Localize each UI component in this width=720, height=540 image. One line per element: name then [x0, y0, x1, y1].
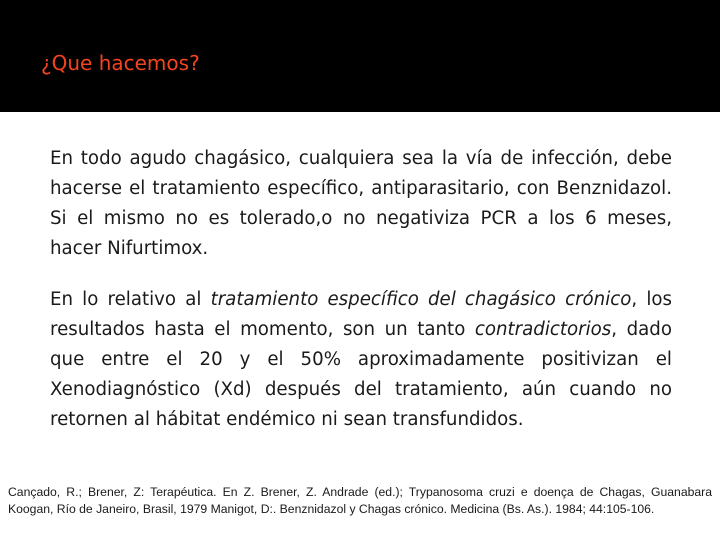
paragraph-text: En lo relativo al: [50, 289, 211, 310]
emphasis-chronic-treatment: tratamiento específico del chagásico crónico: [210, 289, 632, 310]
slide-body: [50, 144, 672, 435]
title-bar: [0, 0, 720, 112]
paragraph-text: , dado que entre el 20 y el 50% aproximadamente positivizan el Xenodiagnóstico (Xd) después del tratamiento, aún cuando no retornen al hábitat endémico ni sean transfundidos.: [50, 319, 672, 430]
paragraph-acute-treatment: En todo agudo chagásico, cualquiera sea la vía de infección, debe hacerse el tratamiento específico, antiparasitario, con Benznidazol. Si el mismo no es tolerado,o no negativiza PCR a los 6 meses, hacer Nifurtimox.: [50, 148, 672, 259]
emphasis-contradictory: contradictorios: [474, 319, 612, 340]
slide-title: ¿Que hacemos?: [41, 51, 200, 75]
paragraph-text: , los resultados hasta el momento, son un tanto: [50, 289, 672, 340]
paragraph-chronic-treatment: [50, 285, 672, 435]
citation: Cançado, R.; Brener, Z: Terapéutica. En Z. Brener, Z. Andrade (ed.); Trypanosoma cruzi e doença de Chagas, Guanabara Koogan, Río de Janeiro, Brasil, 1979 Manigot, D:. Benznidazol y Chagas crónico. Medicina (Bs. As.). 1984; 44:105-106.: [8, 485, 712, 516]
